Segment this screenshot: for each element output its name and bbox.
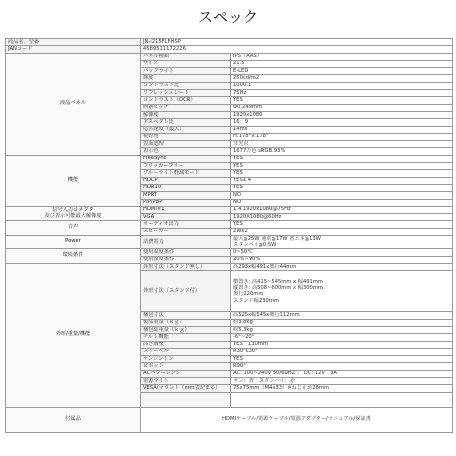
row-label: MPRT [141, 192, 231, 199]
row-value: AC: 100~240V 50/60HZ ； DC: 12V 3A [231, 370, 453, 377]
category-accessories: 付属品 [6, 407, 141, 432]
row-value: 20%~90% [231, 256, 453, 263]
row-label: 視野角 [141, 133, 231, 140]
row-label: 表示色 [141, 148, 231, 155]
row-label: JANコード [6, 46, 141, 53]
spec-table [5, 38, 453, 433]
row-label: ブルーライト軽減モード [141, 170, 231, 177]
row-label: オーディオ出力 [141, 221, 231, 228]
row-label: コントラスト比 [141, 82, 231, 89]
row-label: HDMI×1 [141, 206, 231, 213]
table-row [6, 155, 453, 162]
row-label [141, 392, 231, 407]
row-label: 梱包総重量（ｋｇ） [141, 326, 231, 333]
row-label: FreeSync [141, 155, 231, 162]
category-features: 機能 [6, 155, 141, 206]
category-physical: 外形/重量/機能 [6, 264, 141, 408]
row-value: 21.5 [231, 60, 453, 67]
row-label: パネル種類 [141, 53, 231, 60]
row-value: YES [231, 221, 453, 228]
row-value: R90° [231, 363, 453, 370]
row-value: 非光沢 [231, 141, 453, 148]
table-row [6, 407, 453, 432]
row-value: YES 130mm [231, 341, 453, 348]
row-label: 製品重量（ｋｇ） [141, 319, 231, 326]
row-value: 1920x1080 [231, 111, 453, 118]
category-io: 信号入力コネクタ 及び表示可能最大解像度 [6, 206, 141, 221]
row-label: VGA [141, 214, 231, 221]
row-label: スピーカー [141, 228, 231, 235]
category-panel: 液晶パネル [6, 53, 141, 155]
row-label: 電源ライト [141, 378, 231, 385]
row-value: Φ0.249mm [231, 104, 453, 111]
row-value: 2Wx2 [231, 228, 453, 235]
category-power: Power [6, 236, 141, 249]
row-label: 消費電力 [141, 236, 231, 249]
row-value: R30°L30° [231, 348, 453, 355]
row-value: -6°~20° [231, 334, 453, 341]
row-value: 250cd/m2 [231, 75, 453, 82]
page-title: スペック [197, 8, 258, 26]
row-label: 外形寸法（スタンド無し） [141, 264, 231, 271]
row-label: 輝度 [141, 75, 231, 82]
table-row [6, 46, 453, 53]
table-row [6, 221, 453, 228]
row-value: YES [231, 170, 453, 177]
row-label: 商品名、型番 [6, 39, 141, 46]
row-value: E-LED [231, 68, 453, 75]
row-value: オン：青 スタンバイ：赤 [231, 378, 453, 385]
category-environment: 環境条件 [6, 249, 141, 264]
row-value: 1920X1080@60Hz [231, 214, 453, 221]
row-value: 75Hz [231, 90, 453, 97]
row-value: IPS（AAS） [231, 53, 453, 60]
row-value: YES [231, 163, 453, 170]
row-value: H:178°V:178° [231, 133, 453, 140]
accessories-value: HDMIケーブル/電源ケーブル/電源アダプター/マニュアル/保証書 [141, 407, 453, 432]
row-label: 高さ調整 [141, 341, 231, 348]
row-value: 高525x幅545x奥行112mm [231, 312, 453, 319]
row-value: 16：9 [231, 119, 453, 126]
row-label: フリッカーフリー [141, 163, 231, 170]
row-value: YES [231, 97, 453, 104]
table-row [6, 206, 453, 213]
row-value [231, 392, 453, 407]
row-value: 約3.8kg [231, 319, 453, 326]
category-audio: 音声 [6, 221, 141, 236]
row-label: 外形寸法（スタンド付） [141, 271, 231, 312]
row-label: 解像度 [141, 111, 231, 118]
row-label: ACパワーレンジ [141, 370, 231, 377]
row-label: サイズ [141, 60, 231, 67]
row-value: NO [231, 192, 453, 199]
row-value: YES [231, 155, 453, 162]
row-value: 1.4 1920x1080@75Hz [231, 206, 453, 213]
row-value: 横置き: 高415~545mm x 幅491mm 縦置き: 高508~600mm x 幅300mm 奥行220mm スタンド幅230mm [231, 271, 453, 312]
row-label: PIP/PBP [141, 199, 231, 206]
row-label: 表面処理 [141, 141, 231, 148]
row-value: 高293x幅491x奥行44mm [231, 264, 453, 271]
table-row [6, 249, 453, 256]
row-label: スイーベル [141, 348, 231, 355]
row-label: 使用温度条件 [141, 249, 231, 256]
row-value: YES [231, 184, 453, 191]
row-value: JN-i215FLFHSP [141, 39, 453, 46]
row-value: 1000:1 [231, 82, 453, 89]
row-label: ケンジントン [141, 356, 231, 363]
row-value: YES1.4 [231, 177, 453, 184]
row-label: 応答速度（最大） [141, 126, 231, 133]
row-label: HDR10 [141, 184, 231, 191]
row-label: バックライト [141, 68, 231, 75]
row-label: 梱包寸法 [141, 312, 231, 319]
row-label: HDCP [141, 177, 231, 184]
row-label: 使用湿度条件 [141, 256, 231, 263]
table-row [6, 264, 453, 271]
row-label: コントラスト（DCR） [141, 97, 231, 104]
row-label: チルト機能 [141, 334, 231, 341]
row-value: NO [231, 199, 453, 206]
row-value: 1677万色 sRGB:93% [231, 148, 453, 155]
row-label: VESA/マウント（mm表記まる） [141, 385, 231, 392]
row-value: 75x75mm（M4x33）※ねじ止め28mm [231, 385, 453, 392]
row-label: リフレッシュレート [141, 90, 231, 97]
table-row [6, 39, 453, 46]
row-value: YES [231, 356, 453, 363]
row-label: 画素ピッチ [141, 104, 231, 111]
row-value: 最大≦25W 通常≦17W 省エネ≦13W スタンバイ≦0.5W [231, 236, 453, 249]
row-label: ピボット [141, 363, 231, 370]
row-value: 14ms [231, 126, 453, 133]
table-row [6, 236, 453, 249]
table-row [6, 53, 453, 60]
row-value: 4589511172226 [141, 46, 453, 53]
row-label: アスペクト比 [141, 119, 231, 126]
row-value: 約5.3kg [231, 326, 453, 333]
row-value: 0~50℃ [231, 249, 453, 256]
